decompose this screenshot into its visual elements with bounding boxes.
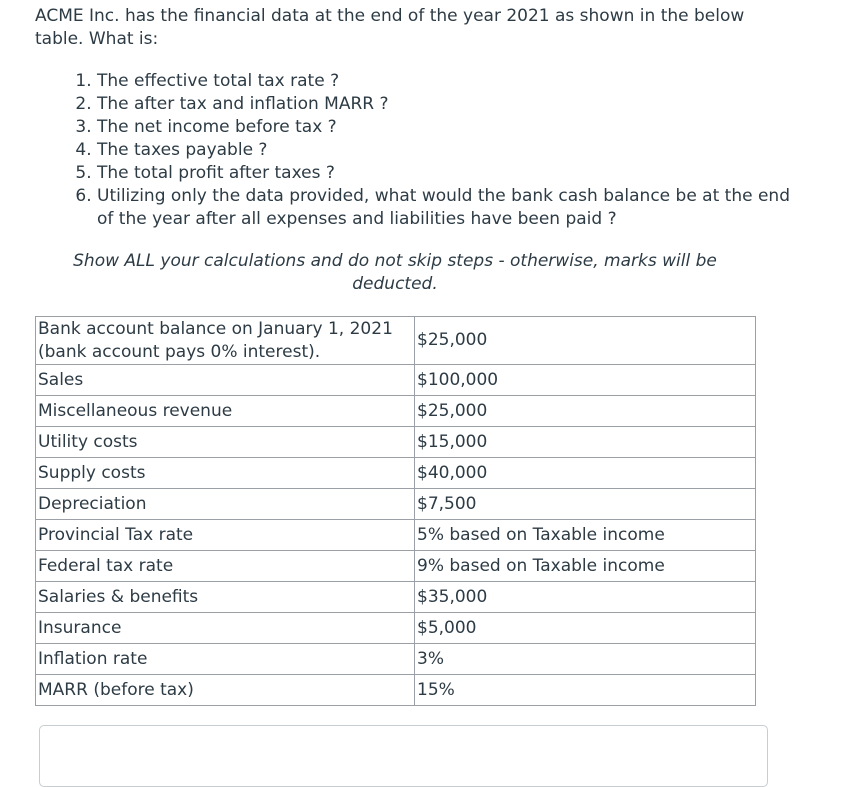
- row-label: Salaries & benefits: [36, 582, 415, 613]
- question-item: 5. The total profit after taxes ?: [97, 162, 797, 185]
- row-label: Provincial Tax rate: [36, 520, 415, 551]
- table-row: [36, 427, 756, 458]
- row-value: 15%: [415, 675, 756, 706]
- row-value: $7,500: [415, 489, 756, 520]
- row-value: 9% based on Taxable income: [415, 551, 756, 582]
- row-label: Sales: [36, 365, 415, 396]
- question-intro: ACME Inc. has the financial data at the end of the year 2021 as shown in the below table. What is:: [35, 6, 745, 49]
- table-row: [36, 582, 756, 613]
- table-row: [36, 613, 756, 644]
- financial-data-table: [35, 316, 756, 706]
- table-row: [36, 644, 756, 675]
- row-label: Bank account balance on January 1, 2021 (bank account pays 0% interest).: [36, 317, 415, 365]
- row-label: Federal tax rate: [36, 551, 415, 582]
- table-row: [36, 396, 756, 427]
- table-row: [36, 458, 756, 489]
- row-label: MARR (before tax): [36, 675, 415, 706]
- row-label: Inflation rate: [36, 644, 415, 675]
- row-value: 5% based on Taxable income: [415, 520, 756, 551]
- instructions-note: Show ALL your calculations and do not skip steps - otherwise, marks will be deducted.: [73, 251, 717, 294]
- row-value: $40,000: [415, 458, 756, 489]
- table-row: [36, 520, 756, 551]
- question-item: 2. The after tax and inflation MARR ?: [97, 93, 797, 116]
- row-value: $35,000: [415, 582, 756, 613]
- row-label: Insurance: [36, 613, 415, 644]
- question-item: 3. The net income before tax ?: [97, 116, 797, 139]
- question-item: 1. The effective total tax rate ?: [97, 70, 797, 93]
- question-item: 4. The taxes payable ?: [97, 139, 797, 162]
- row-value: $100,000: [415, 365, 756, 396]
- table-row: [36, 675, 756, 706]
- table-row: [36, 551, 756, 582]
- row-label: Depreciation: [36, 489, 415, 520]
- row-value: $25,000: [415, 396, 756, 427]
- question-list: [70, 70, 797, 231]
- row-value: $5,000: [415, 613, 756, 644]
- row-label: Utility costs: [36, 427, 415, 458]
- row-label: Miscellaneous revenue: [36, 396, 415, 427]
- answer-input-box[interactable]: [39, 725, 768, 787]
- table-row: [36, 365, 756, 396]
- table-row: [36, 489, 756, 520]
- row-value: $15,000: [415, 427, 756, 458]
- question-item: 6. Utilizing only the data provided, what would the bank cash balance be at the end of the year after all expenses and liabilities have been paid ?: [97, 185, 797, 231]
- table-row: [36, 317, 756, 365]
- row-value: $25,000: [415, 317, 756, 365]
- row-value: 3%: [415, 644, 756, 675]
- row-label: Supply costs: [36, 458, 415, 489]
